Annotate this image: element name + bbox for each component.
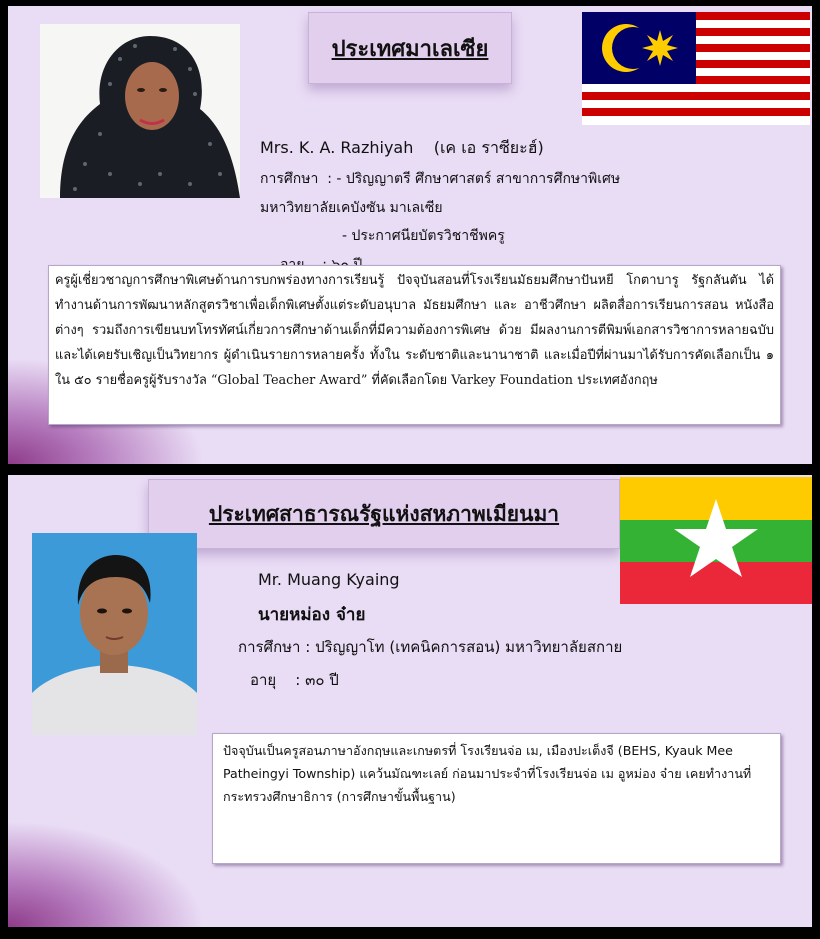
kyaing-photo — [32, 533, 197, 735]
razhiyah-education-line3: - ประกาศนียบัตรวิชาชีพครู — [342, 228, 505, 244]
razhiyah-education-line1: การศึกษา : - ปริญญาตรี ศึกษาศาสตร์ สาขาการศึกษาพิเศษ — [260, 171, 621, 187]
myanmar-flag — [620, 477, 812, 604]
razhiyah-education-line2: มหาวิทยาลัยเคบังซัน มาเลเซีย — [260, 200, 443, 216]
myanmar-country-title — [148, 479, 620, 549]
razhiyah-name: Mrs. K. A. Razhiyah (เค เอ ราซียะฮ์) — [260, 138, 544, 157]
kyaing-name-th: นายหม่อง จ๋าย — [258, 605, 366, 625]
kyaing-education: การศึกษา : ปริญญาโท (เทคนิคการสอน) มหาวิทยาลัยสกาย — [238, 638, 623, 656]
razhiyah-bio-text: ครูผู้เชี่ยวชาญการศึกษาพิเศษด้านการบกพร่องทางการเรียนรู้ ปัจจุบันสอนที่โรงเรียนมัธยมศึกษาปันหยี โกตาบารู รัฐกลันตัน ได้ทำงานด้านการพัฒนาหลักสูตรวิชาเพื่อเด็กพิเศษตั้งแต่ระดับอนุบาล มัธยมศึกษา และ อาชีวศึกษา ผลิตสื่อการเรียนการสอน หนังสือต่างๆ รวมถึงการเขียนบทโทรทัศน์เกี่ยวการศึกษาด้านเด็กที่มีความต้องการพิเศษ ด้วย มีผลงานการตีพิมพ์เอกสารวิชาการหลายฉบับ และได้เคยรับเชิญเป็นวิทยากร ผู้ดำเนินรายการหลายครั้ง ทั้งใน ระดับชาติและนานาชาติ และเมื่อปีที่ผ่านมาได้รับการคัดเลือกเป็น ๑ ใน ๕๐ รายชื่อครูผู้รับรางวัล “Global Teacher Award” ที่คัดเลือกโดย Varkey Foundation ประเทศอังกฤษ — [55, 273, 774, 388]
malaysia-flag — [582, 12, 810, 125]
razhiyah-bio-box — [48, 265, 781, 425]
kyaing-bio-box — [212, 733, 781, 864]
kyaing-age: อายุ : ๓๐ ปี — [250, 671, 339, 689]
kyaing-bio-text: ปัจจุบันเป็นครูสอนภาษาอังกฤษและเกษตรที่ โรงเรียนจ่อ เม, เมืองปะเต็งจี (BEHS, Kyauk Mee Patheingyi Township) แคว้นมัณฑะเลย์ ก่อนมาประจำที่โรงเรียนจ่อ เม อูหม่อง จ๋าย เคยทำงานที่กระทรวงศึกษาธิการ (การศึกษาขั้นพื้นฐาน) — [223, 743, 752, 804]
myanmar-panel — [8, 475, 812, 927]
myanmar-title-text: ประเทศสาธารณรัฐแห่งสหภาพเมียนมา — [208, 501, 560, 526]
malaysia-country-title — [308, 12, 512, 84]
malaysia-panel — [8, 6, 812, 464]
kyaing-name-en: Mr. Muang Kyaing — [258, 570, 400, 589]
razhiyah-photo — [40, 24, 240, 198]
malaysia-title-text: ประเทศมาเลเซีย — [331, 36, 489, 62]
